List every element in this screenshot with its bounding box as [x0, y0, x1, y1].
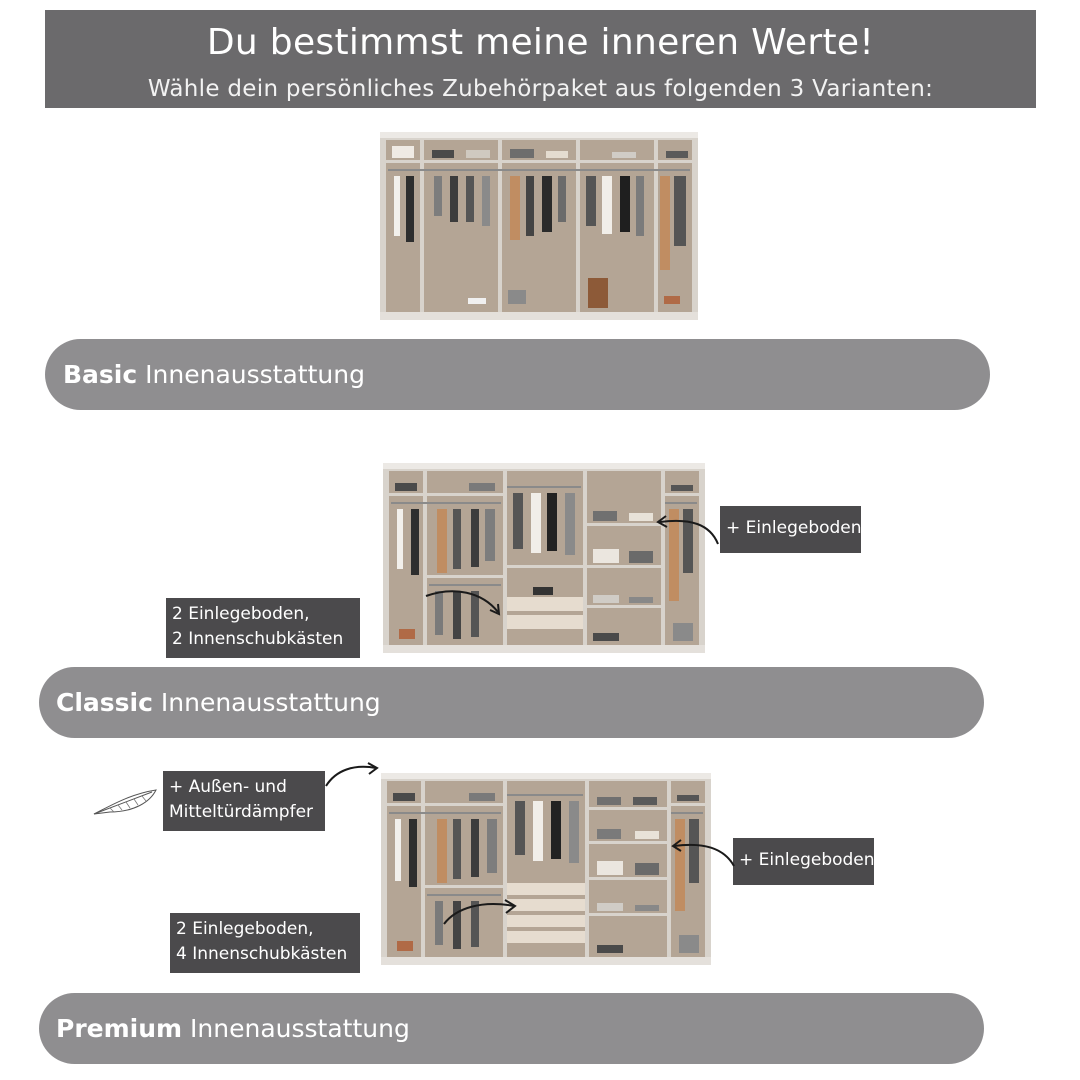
classic-shelf-callout	[720, 506, 861, 553]
premium-variant-name: Premium	[56, 1014, 183, 1043]
classic-shelf-arrow-icon	[650, 510, 722, 550]
page-title: Du bestimmst meine inneren Werte!	[206, 22, 875, 63]
basic-wardrobe-image	[380, 132, 700, 320]
basic-variant-label	[45, 339, 990, 410]
premium-shelf-arrow-icon	[664, 836, 736, 872]
premium-damper-line-1: + Außen- und	[169, 777, 287, 797]
premium-inner-callout	[170, 913, 360, 973]
premium-damper-arrow-icon	[324, 760, 380, 790]
premium-shelf-text: + Einlegeboden	[739, 850, 875, 870]
basic-variant-suffix: Innenausstattung	[137, 360, 365, 389]
classic-inner-line-1: 2 Einlegeboden,	[172, 604, 310, 624]
premium-inner-line-1: 2 Einlegeboden,	[176, 919, 314, 939]
basic-variant-name: Basic	[63, 360, 138, 389]
premium-variant-label	[39, 993, 984, 1064]
premium-inner-line-2: 4 Innenschubkästen	[176, 944, 348, 964]
premium-variant-suffix: Innenausstattung	[182, 1014, 410, 1043]
premium-inner-arrow-icon	[442, 894, 522, 928]
classic-shelf-text: + Einlegeboden	[726, 518, 862, 538]
header-banner	[45, 10, 1036, 108]
premium-damper-line-2: Mitteltürdämpfer	[169, 802, 314, 822]
classic-inner-callout	[166, 598, 360, 658]
premium-shelf-callout	[733, 838, 874, 885]
classic-variant-label	[39, 667, 984, 738]
classic-inner-line-2: 2 Innenschubkästen	[172, 629, 344, 649]
classic-variant-suffix: Innenausstattung	[152, 688, 381, 717]
page-subtitle: Wähle dein persönliches Zubehörpaket aus folgenden 3 Varianten:	[147, 76, 934, 102]
feather-icon	[90, 784, 162, 820]
classic-variant-name: Classic	[56, 688, 153, 717]
classic-wardrobe-image	[383, 463, 709, 655]
premium-damper-callout	[163, 771, 325, 831]
classic-inner-arrow-icon	[424, 588, 504, 620]
